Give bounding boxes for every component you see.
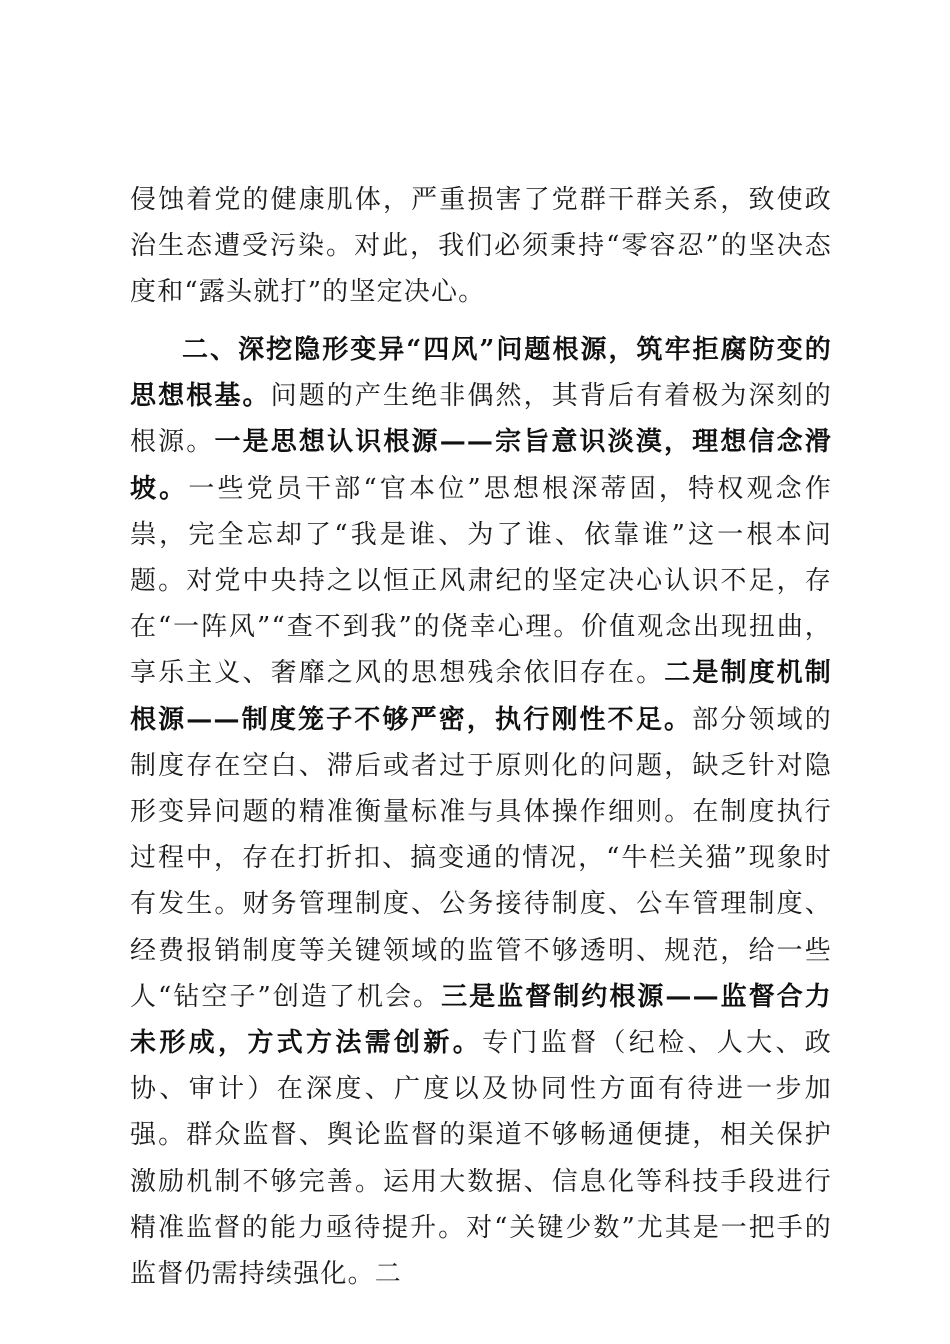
- point-2-title: 二是制度机制根源——制度笼子不够严密，执行刚性不足。: [130, 658, 832, 735]
- section-heading: 二、深挖隐形变异“四风”问题根源，筑牢拒腐防变的思想根基。: [130, 335, 832, 412]
- paragraph-text: 侵蚀着党的健康肌体，严重损害了党群干群关系，致使政治生态遭受污染。对此，我们必须秉持“零容忍”的坚决态度和“露头就打”的坚定决心。: [130, 185, 832, 308]
- paragraph-section-2: [130, 327, 832, 1297]
- point-1-body: 一些党员干部“官本位”思想根深蒂固，特权观念作祟，完全忘却了“我是谁、为了谁、依靠谁”这一根本问题。对党中央持之以恒正风肃纪的坚定决心认识不足，存在“一阵风”“查不到我”的侥幸心理。价值观念出现扭曲，享乐主义、奢靡之风的思想残余依旧存在。: [130, 473, 832, 689]
- point-3-title: 三是监督制约根源——监督合力未形成，方式方法需创新。: [130, 981, 832, 1059]
- section-intro: 问题的产生绝非偶然，其背后有着极为深刻的根源。: [130, 381, 832, 458]
- paragraph-continued: [130, 177, 832, 316]
- point-1-title: 一是思想认识根源——宗旨意识淡漠，理想信念滑坡。: [130, 427, 832, 504]
- point-3-body: 专门监督（纪检、人大、政协、审计）在深度、广度以及协同性方面有待进一步加强。群众监督、舆论监督的渠道不够畅通便捷，相关保护激励机制不够完善。运用大数据、信息化等科技手段进行精准监督的能力亟待提升。对“关键少数”尤其是一把手的监督仍需持续强化。二: [130, 1028, 833, 1290]
- point-2-body: 部分领域的制度存在空白、滞后或者过于原则化的问题，缺乏针对隐形变异问题的精准衡量标准与具体操作细则。在制度执行过程中，存在打折扣、搞变通的情况，“牛栏关猫”现象时有发生。财务管理制度、公务接待制度、公车管理制度、经费报销制度等关键领域的监管不够透明、规范，给一些人“钻空子”创造了机会。: [130, 704, 832, 1012]
